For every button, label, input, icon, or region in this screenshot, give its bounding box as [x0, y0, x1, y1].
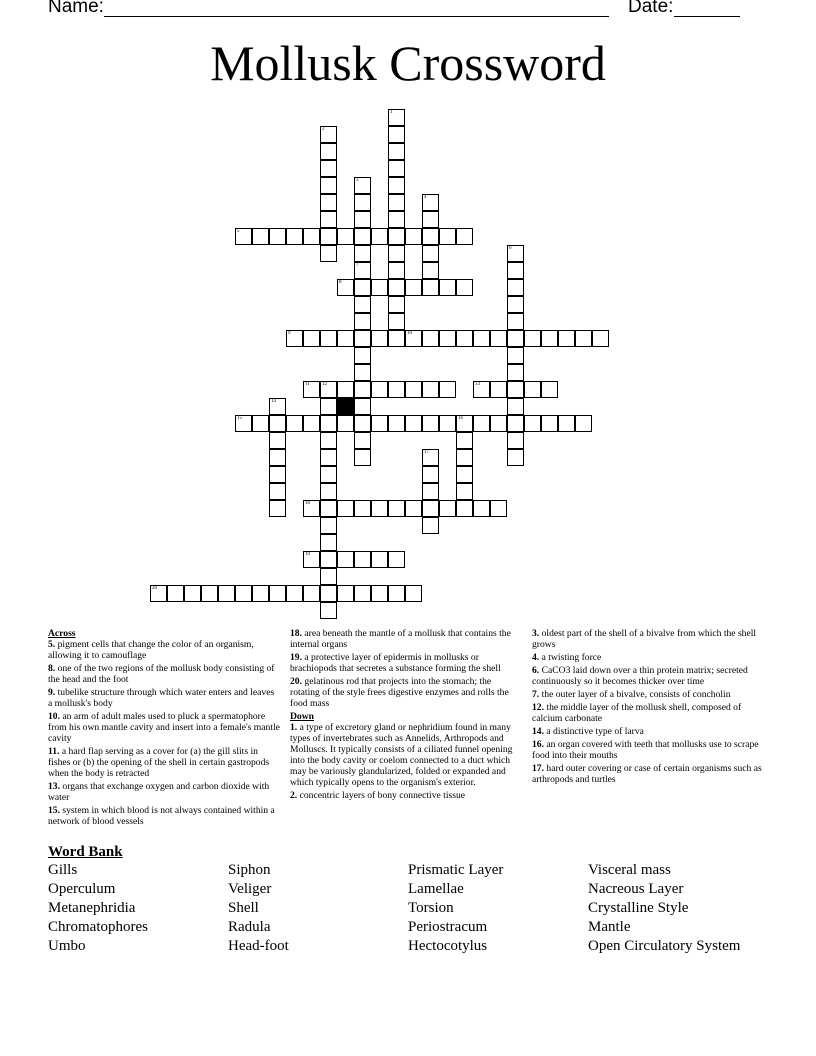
word-bank	[48, 862, 768, 962]
grid-cell[interactable]	[354, 194, 371, 211]
grid-cell[interactable]	[507, 296, 524, 313]
grid-cell[interactable]	[303, 500, 320, 517]
grid-cell[interactable]	[405, 415, 422, 432]
grid-cell[interactable]	[524, 415, 541, 432]
grid-cell[interactable]	[371, 330, 388, 347]
clue-text: tubelike structure through which water enters and leaves a mollusk's body	[48, 687, 275, 709]
grid-cell[interactable]	[303, 585, 320, 602]
grid-cell[interactable]	[320, 551, 337, 568]
grid-cell[interactable]	[337, 330, 354, 347]
word-bank-word: Torsion	[408, 900, 454, 916]
grid-cell[interactable]	[422, 517, 439, 534]
page-title: Mollusk Crossword	[210, 35, 606, 91]
clue-number-label: 13.	[48, 781, 60, 792]
grid-cell[interactable]	[507, 415, 524, 432]
grid-cell[interactable]	[422, 245, 439, 262]
grid-cell[interactable]	[456, 432, 473, 449]
clue-number-label: 9.	[48, 687, 56, 698]
grid-cell[interactable]	[507, 245, 524, 262]
grid-cell[interactable]	[320, 211, 337, 228]
grid-cell[interactable]	[371, 585, 388, 602]
grid-cell[interactable]	[252, 228, 269, 245]
clue-text: hard outer covering or case of certain organisms such as arthropods and turtles	[532, 763, 762, 785]
word-bank-word: Crystalline Style	[588, 900, 689, 916]
grid-cell[interactable]	[286, 330, 303, 347]
grid-cell[interactable]	[422, 228, 439, 245]
clue-number-label: 18.	[290, 628, 302, 639]
clue-text: CaCO3 laid down over a thin protein matrix; secreted continuously so it becomes thicker over time	[532, 665, 748, 687]
grid-cell[interactable]	[422, 466, 439, 483]
word-bank-word: Open Circulatory System	[588, 938, 741, 954]
grid-cell[interactable]	[541, 381, 558, 398]
grid-cell[interactable]	[269, 449, 286, 466]
clue	[48, 746, 280, 779]
word-bank-word: Hectocotylus	[408, 938, 488, 954]
grid-cell[interactable]	[541, 415, 558, 432]
clue-number: 16	[458, 416, 463, 421]
grid-cell[interactable]	[269, 483, 286, 500]
clue-number-label: 11.	[48, 746, 60, 757]
clue-number: 1	[390, 110, 393, 115]
grid-cell[interactable]	[269, 466, 286, 483]
word-bank-word: Umbo	[48, 938, 86, 954]
grid-cell[interactable]	[558, 330, 575, 347]
grid-cell[interactable]	[269, 228, 286, 245]
grid-cell[interactable]	[490, 381, 507, 398]
clue	[290, 628, 522, 650]
clue-number-label: 15.	[48, 805, 60, 816]
grid-cell[interactable]	[507, 364, 524, 381]
grid-cell[interactable]	[320, 602, 337, 619]
grid-cell[interactable]	[388, 177, 405, 194]
grid-cell[interactable]	[422, 415, 439, 432]
clue-number: 7	[356, 263, 359, 268]
clue	[532, 689, 764, 700]
grid-cell[interactable]	[439, 500, 456, 517]
clue	[48, 663, 280, 685]
clue-number-label: 19.	[290, 652, 302, 663]
clue-number: 2	[322, 127, 325, 132]
grid-cell[interactable]	[456, 500, 473, 517]
grid-cell[interactable]	[388, 194, 405, 211]
grid-cell[interactable]	[388, 143, 405, 160]
grid-cell[interactable]	[354, 551, 371, 568]
grid-cell[interactable]	[354, 432, 371, 449]
clue-text: gelatinous rod that projects into the stomach; the rotating of the style frees digestive enzymes and rolls the food mass	[290, 676, 509, 709]
clue-number: 10	[407, 331, 412, 336]
clue-number: 19	[305, 552, 310, 557]
grid-cell[interactable]	[405, 500, 422, 517]
grid-cell[interactable]	[422, 483, 439, 500]
grid-cell[interactable]	[337, 585, 354, 602]
grid-cell[interactable]	[388, 109, 405, 126]
clue-number-label: 4.	[532, 652, 540, 663]
grid-cell[interactable]	[286, 415, 303, 432]
word-bank-word: Periostracum	[408, 919, 488, 935]
clue	[532, 628, 764, 650]
grid-cell[interactable]	[507, 381, 524, 398]
clue-heading: Across	[48, 628, 76, 639]
grid-cell[interactable]	[354, 177, 371, 194]
clue-number-label: 10.	[48, 711, 60, 722]
grid-cell[interactable]	[439, 228, 456, 245]
clue	[532, 702, 764, 724]
clue-number: 8	[339, 280, 342, 285]
word-bank-word: Head-foot	[228, 938, 289, 954]
clue-text: a twisting force	[539, 652, 602, 663]
grid-cell[interactable]	[422, 500, 439, 517]
grid-cell[interactable]	[354, 347, 371, 364]
grid-cell[interactable]	[320, 449, 337, 466]
grid-cell[interactable]	[507, 330, 524, 347]
grid-cell[interactable]	[507, 432, 524, 449]
clue-text: a distinctive type of larva	[544, 726, 644, 737]
grid-cell[interactable]	[541, 330, 558, 347]
clue-text: oldest part of the shell of a bivalve from which the shell grows	[532, 628, 757, 650]
word-bank-word: Operculum	[48, 881, 116, 897]
clue-number-label: 1.	[290, 722, 298, 733]
grid-cell[interactable]	[388, 245, 405, 262]
grid-cell[interactable]	[184, 585, 201, 602]
grid-cell[interactable]	[320, 160, 337, 177]
grid-cell[interactable]	[388, 296, 405, 313]
clue-text: concentric layers of bony connective tissue	[297, 790, 466, 801]
clue	[290, 722, 522, 788]
grid-cell[interactable]	[150, 585, 167, 602]
clue-number-label: 7.	[532, 689, 540, 700]
word-bank-word: Radula	[228, 919, 271, 935]
grid-cell[interactable]	[235, 585, 252, 602]
grid-cell[interactable]	[354, 398, 371, 415]
grid-cell[interactable]	[320, 483, 337, 500]
word-bank-heading: Word Bank	[48, 844, 123, 860]
grid-cell[interactable]	[388, 551, 405, 568]
grid-cell[interactable]	[405, 279, 422, 296]
grid-cell[interactable]	[439, 279, 456, 296]
word-bank-word: Prismatic Layer	[408, 862, 504, 878]
clue-number-label: 12.	[532, 702, 544, 713]
grid-cell[interactable]	[422, 262, 439, 279]
grid-cell[interactable]	[490, 500, 507, 517]
grid-cell[interactable]	[456, 415, 473, 432]
grid-cell[interactable]	[388, 313, 405, 330]
word-bank-word: Lamellae	[408, 881, 464, 897]
grid-cell[interactable]	[354, 500, 371, 517]
clues-column-3	[532, 628, 764, 787]
grid-cell[interactable]	[507, 449, 524, 466]
grid-cell[interactable]	[422, 194, 439, 211]
grid-cell[interactable]	[320, 568, 337, 585]
clues-column-2	[290, 628, 522, 803]
grid-cell[interactable]	[388, 126, 405, 143]
grid-block	[337, 398, 354, 415]
grid-cell[interactable]	[303, 551, 320, 568]
grid-cell[interactable]	[473, 500, 490, 517]
clue-number: 18	[305, 501, 310, 506]
grid-cell[interactable]	[388, 211, 405, 228]
grid-cell[interactable]	[405, 330, 422, 347]
grid-cell[interactable]	[354, 415, 371, 432]
clue-number: 15	[237, 416, 242, 421]
grid-cell[interactable]	[337, 381, 354, 398]
grid-cell[interactable]	[320, 585, 337, 602]
grid-cell[interactable]	[371, 551, 388, 568]
clue	[48, 711, 280, 744]
grid-cell[interactable]	[201, 585, 218, 602]
clue-number-label: 14.	[532, 726, 544, 737]
clue-number: 12	[322, 382, 327, 387]
grid-cell[interactable]	[354, 296, 371, 313]
clue-text: organs that exchange oxygen and carbon dioxide with water	[48, 781, 270, 803]
grid-cell[interactable]	[354, 228, 371, 245]
grid-cell[interactable]	[388, 262, 405, 279]
grid-cell[interactable]	[337, 415, 354, 432]
clue-number-label: 3.	[532, 628, 540, 639]
grid-cell[interactable]	[473, 415, 490, 432]
word-bank-word: Nacreous Layer	[588, 881, 684, 897]
grid-cell[interactable]	[524, 381, 541, 398]
clue	[532, 739, 764, 761]
clue-number: 5	[237, 229, 240, 234]
clue-number: 3	[356, 178, 359, 183]
clue	[532, 726, 764, 737]
grid-cell[interactable]	[354, 585, 371, 602]
grid-cell[interactable]	[252, 415, 269, 432]
grid-cell[interactable]	[371, 415, 388, 432]
grid-cell[interactable]	[337, 500, 354, 517]
name-label: Name:	[48, 0, 104, 17]
clue-text: one of the two regions of the mollusk body consisting of the head and the foot	[48, 663, 275, 685]
clue-number-label: 2.	[290, 790, 298, 801]
grid-cell[interactable]	[337, 279, 354, 296]
clue	[532, 665, 764, 687]
clue-number: 13	[475, 382, 480, 387]
clue	[48, 781, 280, 803]
grid-cell[interactable]	[388, 279, 405, 296]
clue-text: system in which blood is not always contained within a network of blood vessels	[48, 805, 275, 827]
grid-cell[interactable]	[575, 330, 592, 347]
grid-cell[interactable]	[405, 381, 422, 398]
clue-text: an arm of adult males used to pluck a spermatophore from his own mantle cavity and insert into a female's mantle cavity	[48, 711, 280, 744]
grid-cell[interactable]	[320, 228, 337, 245]
clue-text: a protective layer of epidermis in mollusks or brachiopods that secretes a substance forming the shell	[290, 652, 501, 674]
grid-cell[interactable]	[354, 211, 371, 228]
grid-cell[interactable]	[388, 160, 405, 177]
grid-cell[interactable]	[371, 228, 388, 245]
clue	[532, 763, 764, 785]
clue	[290, 676, 522, 709]
grid-cell[interactable]	[371, 500, 388, 517]
grid-cell[interactable]	[371, 279, 388, 296]
grid-cell[interactable]	[456, 449, 473, 466]
clue-number: 9	[288, 331, 291, 336]
word-bank-word: Veliger	[228, 881, 272, 897]
grid-cell[interactable]	[456, 279, 473, 296]
grid-cell[interactable]	[575, 415, 592, 432]
grid-cell[interactable]	[235, 415, 252, 432]
grid-cell[interactable]	[320, 534, 337, 551]
grid-cell[interactable]	[388, 415, 405, 432]
grid-cell[interactable]	[354, 245, 371, 262]
grid-cell[interactable]	[303, 330, 320, 347]
clue-text: a type of excretory gland or nephridium found in many types of invertebrates such as Annelids, Arthropods and Molluscs. It typically consists of a ciliated funnel opening into the body cavity or coelom connected to a duct which may be variously glandularized, folded or expanded and which typically opens to the organism's exterior.	[290, 722, 513, 788]
grid-cell[interactable]	[354, 279, 371, 296]
grid-cell[interactable]	[422, 330, 439, 347]
grid-cell[interactable]	[558, 415, 575, 432]
grid-cell[interactable]	[269, 398, 286, 415]
grid-cell[interactable]	[422, 449, 439, 466]
grid-cell[interactable]	[405, 585, 422, 602]
clue	[290, 790, 522, 801]
grid-cell[interactable]	[269, 500, 286, 517]
word-bank-word: Metanephridia	[48, 900, 136, 916]
grid-cell[interactable]	[303, 228, 320, 245]
grid-cell[interactable]	[320, 415, 337, 432]
clue-number: 20	[152, 586, 157, 591]
grid-cell[interactable]	[320, 432, 337, 449]
clue-number: 17	[424, 450, 429, 455]
grid-cell[interactable]	[388, 500, 405, 517]
grid-cell[interactable]	[473, 381, 490, 398]
grid-cell[interactable]	[388, 585, 405, 602]
clue-text: area beneath the mantle of a mollusk that contains the internal organs	[290, 628, 511, 650]
grid-cell[interactable]	[303, 381, 320, 398]
grid-cell[interactable]	[269, 415, 286, 432]
grid-cell[interactable]	[320, 398, 337, 415]
grid-cell[interactable]	[320, 126, 337, 143]
grid-cell[interactable]	[371, 381, 388, 398]
grid-cell[interactable]	[320, 466, 337, 483]
grid-cell[interactable]	[422, 279, 439, 296]
grid-cell[interactable]	[388, 330, 405, 347]
grid-cell[interactable]	[507, 347, 524, 364]
grid-cell[interactable]	[473, 330, 490, 347]
clue-number: 14	[271, 399, 276, 404]
grid-cell[interactable]	[167, 585, 184, 602]
grid-cell[interactable]	[456, 466, 473, 483]
grid-cell[interactable]	[456, 228, 473, 245]
grid-cell[interactable]	[422, 381, 439, 398]
clue	[532, 652, 764, 663]
grid-cell[interactable]	[490, 330, 507, 347]
clue-text: a hard flap serving as a cover for (a) the gill slits in fishes or (b) the opening of the shell in certain gastropods when the body is retracted	[48, 746, 270, 779]
grid-cell[interactable]	[269, 585, 286, 602]
clue-number: 11	[305, 382, 310, 387]
clue-number: 6	[509, 246, 512, 251]
grid-cell[interactable]	[405, 228, 422, 245]
grid-cell[interactable]	[354, 364, 371, 381]
grid-cell[interactable]	[507, 398, 524, 415]
grid-cell[interactable]	[337, 228, 354, 245]
grid-cell[interactable]	[354, 449, 371, 466]
clue-number-label: 20.	[290, 676, 302, 687]
grid-cell[interactable]	[422, 211, 439, 228]
word-bank-word: Chromatophores	[48, 919, 148, 935]
clue-text: an organ covered with teeth that mollusks use to scrape food into their mouths	[532, 739, 759, 761]
grid-cell[interactable]	[320, 194, 337, 211]
grid-cell[interactable]	[303, 415, 320, 432]
grid-cell[interactable]	[320, 245, 337, 262]
grid-cell[interactable]	[354, 330, 371, 347]
grid-cell[interactable]	[456, 483, 473, 500]
clue-text: the middle layer of the mollusk shell, composed of calcium carbonate	[532, 702, 742, 724]
grid-cell[interactable]	[337, 551, 354, 568]
grid-cell[interactable]	[320, 500, 337, 517]
clue-number-label: 6.	[532, 665, 540, 676]
clue-number: 4	[424, 195, 427, 200]
clue	[290, 652, 522, 674]
grid-cell[interactable]	[388, 228, 405, 245]
grid-cell[interactable]	[235, 228, 252, 245]
clue	[48, 805, 280, 827]
clue-text: pigment cells that change the color of an organism, allowing it to camouflage	[48, 639, 254, 661]
grid-cell[interactable]	[218, 585, 235, 602]
grid-cell[interactable]	[320, 177, 337, 194]
grid-cell[interactable]	[490, 415, 507, 432]
clue-number-label: 5.	[48, 639, 56, 650]
clue-heading: Down	[290, 711, 314, 722]
grid-cell[interactable]	[286, 228, 303, 245]
clue	[48, 687, 280, 709]
grid-cell[interactable]	[354, 262, 371, 279]
grid-cell[interactable]	[354, 313, 371, 330]
word-bank-word: Shell	[228, 900, 259, 916]
grid-cell[interactable]	[507, 262, 524, 279]
date-label: Date:	[628, 0, 674, 17]
clue-text: the outer layer of a bivalve, consists of concholin	[539, 689, 731, 700]
grid-cell[interactable]	[252, 585, 269, 602]
word-bank-word: Visceral mass	[588, 862, 671, 878]
grid-cell[interactable]	[354, 381, 371, 398]
grid-cell[interactable]	[320, 330, 337, 347]
grid-cell[interactable]	[388, 381, 405, 398]
grid-cell[interactable]	[439, 381, 456, 398]
clue	[48, 639, 280, 661]
clue-number-label: 17.	[532, 763, 544, 774]
grid-cell[interactable]	[320, 517, 337, 534]
grid-cell[interactable]	[592, 330, 609, 347]
clue-number-label: 8.	[48, 663, 56, 674]
grid-cell[interactable]	[507, 313, 524, 330]
grid-cell[interactable]	[320, 381, 337, 398]
clues-column-1	[48, 628, 280, 829]
word-bank-word: Mantle	[588, 919, 631, 935]
grid-cell[interactable]	[320, 143, 337, 160]
grid-cell[interactable]	[269, 432, 286, 449]
grid-cell[interactable]	[439, 415, 456, 432]
grid-cell[interactable]	[524, 330, 541, 347]
grid-cell[interactable]	[507, 279, 524, 296]
grid-cell[interactable]	[456, 330, 473, 347]
clue-number-label: 16.	[532, 739, 544, 750]
grid-cell[interactable]	[439, 330, 456, 347]
word-bank-word: Gills	[48, 862, 78, 878]
word-bank-word: Siphon	[228, 862, 271, 878]
grid-cell[interactable]	[286, 585, 303, 602]
